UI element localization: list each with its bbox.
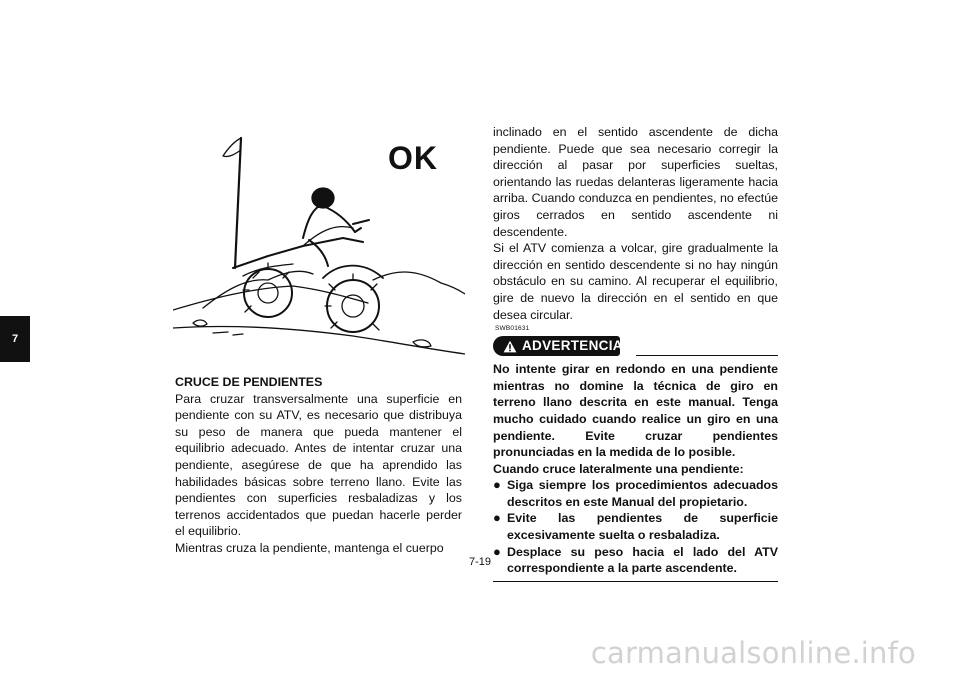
list-item-text: Siga siempre los procedimientos adecuados descritos en este Manual del propietario. — [507, 478, 778, 509]
warning-text: No intente girar en redondo en una pendiente mientras no domine la técnica de giro en terreno llano descrita en este manual. Tenga mucho cuidado cuando realice un giro en una pendiente. Evite cruzar pendientes pronunciadas en la medida de lo posible. — [493, 362, 778, 460]
list-item-text: Desplace su peso hacia el lado del ATV correspondiente a la parte ascendente. — [507, 544, 778, 576]
page-number: 7-19 — [468, 556, 492, 568]
watermark: carmanualsonline.info — [590, 636, 916, 670]
warning-end-rule — [493, 581, 778, 582]
warning-label: ADVERTENCIA — [522, 337, 623, 353]
list-item — [493, 510, 778, 543]
left-column — [175, 374, 462, 557]
bullet-icon: ● — [493, 543, 501, 559]
ok-label: OK — [388, 140, 438, 176]
lateral-heading: Cuando cruce lateralmente una pendiente: — [493, 461, 744, 476]
chapter-tab: 7 — [0, 316, 30, 362]
right-column — [493, 124, 778, 582]
warning-code: SWB01631 — [495, 325, 530, 333]
warning-banner — [493, 336, 623, 356]
section-heading: CRUCE DE PENDIENTES — [175, 375, 323, 389]
bullet-icon: ● — [493, 477, 501, 493]
warning-rule — [636, 355, 778, 356]
list-item-text: Evite las pendientes de superficie excesivamente suelta o resbaladiza. — [507, 511, 778, 543]
paragraph: Para cruzar transversalmente una superficie en pendiente con su ATV, es necesario que distribuya su peso de manera que pueda mantener el equilibrio adecuado. Antes de intentar cruzar una pendiente, asegúrese de que ha aprendido las habilidades básicas sobre terreno llano. Evite las pendientes con superficies resbaladizas y los terrenos accidentados que puedan hacerle perder el equilibrio. — [175, 391, 462, 539]
paragraph: Mientras cruza la pendiente, mantenga el cuerpo — [175, 540, 444, 555]
warning-triangle-icon — [503, 340, 517, 353]
bullet-icon: ● — [493, 510, 501, 526]
warning-header — [493, 334, 778, 356]
list-item — [493, 477, 778, 510]
paragraph: Si el ATV comienza a volcar, gire gradualmente la dirección en sentido descendente si no hay ningún obstáculo en su camino. Al recuperar el equilibrio, gire de nuevo la dirección en el sentido en que desea circular. — [493, 241, 778, 322]
paragraph: inclinado en el sentido ascendente de dicha pendiente. Puede que sea necesario corregir la dirección al pasar por superficies sueltas, orientando las ruedas delanteras ligeramente hacia arriba. Cuando conduzca en pendientes, no efectúe giros cerrados en sentido ascendente ni descendente. — [493, 125, 778, 239]
